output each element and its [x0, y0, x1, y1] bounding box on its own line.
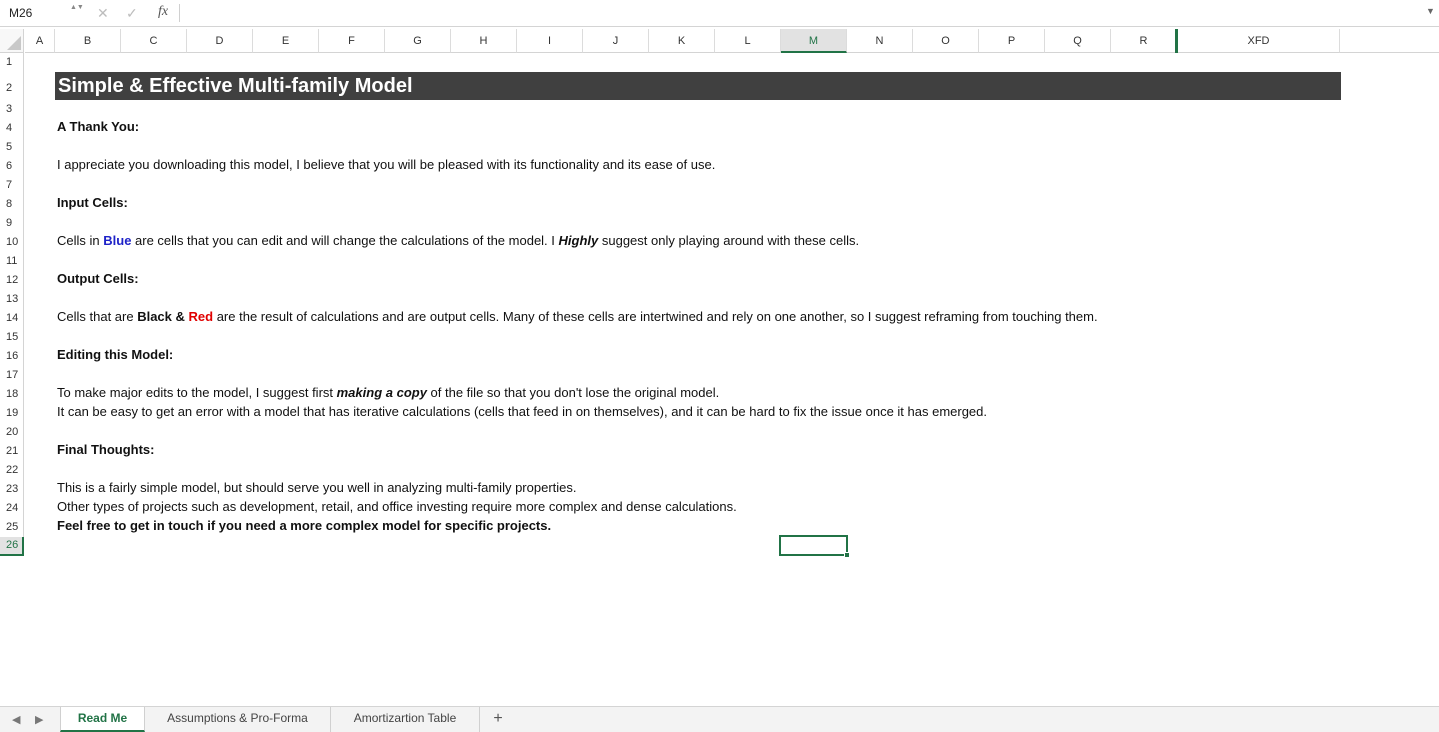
- row-header-21[interactable]: 21: [0, 442, 24, 461]
- row-header-13[interactable]: 13: [0, 290, 24, 309]
- row-header-14[interactable]: 14: [0, 309, 24, 328]
- row-header-17[interactable]: 17: [0, 366, 24, 385]
- thank-you-text[interactable]: I appreciate you downloading this model, I believe that you will be pleased with its functionality and its ease of use.: [57, 157, 716, 172]
- column-header-g[interactable]: G: [385, 29, 451, 53]
- row-header-12[interactable]: 12: [0, 271, 24, 290]
- sheet-title[interactable]: Simple & Effective Multi-family Model: [55, 72, 1341, 100]
- row-header-24[interactable]: 24: [0, 499, 24, 518]
- confirm-icon[interactable]: ✓: [126, 5, 138, 21]
- blue-keyword: Blue: [103, 233, 132, 248]
- insert-function-icon[interactable]: fx: [158, 4, 169, 19]
- row-header-8[interactable]: 8: [0, 195, 24, 214]
- input-cells-heading[interactable]: Input Cells:: [57, 195, 128, 210]
- black-keyword: Black: [137, 309, 172, 324]
- column-header: [0, 29, 1439, 53]
- column-header-xfd[interactable]: XFD: [1178, 29, 1340, 53]
- final-text-2[interactable]: Other types of projects such as development, retail, and office investing require more complex and dense calculations.: [57, 499, 737, 514]
- tab-amortization-table[interactable]: Amortizartion Table: [331, 707, 480, 732]
- row-header-5[interactable]: 5: [0, 138, 24, 157]
- row-header-26[interactable]: 26: [0, 537, 24, 556]
- row-header-2[interactable]: 2: [0, 72, 24, 100]
- row-header-16[interactable]: 16: [0, 347, 24, 366]
- editing-text-part: of the file so that you don't lose the original model.: [426, 385, 720, 400]
- row-header-22[interactable]: 22: [0, 461, 24, 480]
- fill-handle[interactable]: [844, 552, 850, 558]
- row-header-11[interactable]: 11: [0, 252, 24, 271]
- formula-bar-divider: [179, 4, 180, 22]
- input-text-part: Cells in: [57, 233, 104, 248]
- input-text-part: are cells that you can edit and will change the calculations of the model. I: [131, 233, 559, 248]
- column-header-j[interactable]: J: [583, 29, 649, 53]
- making-a-copy-keyword: making a copy: [336, 385, 427, 400]
- name-box[interactable]: M26: [9, 6, 33, 20]
- thank-you-heading[interactable]: A Thank You:: [57, 119, 140, 134]
- formula-bar: [0, 0, 1439, 27]
- formula-expand-icon[interactable]: ▼: [1426, 6, 1435, 16]
- final-text-1[interactable]: This is a fairly simple model, but should serve you well in analyzing multi-family properties.: [57, 480, 577, 495]
- add-sheet-button[interactable]: +: [493, 710, 503, 727]
- output-text-part: are the result of calculations and are output cells. Many of these cells are intertwined and rely on one another, so I suggest reframing from touching them.: [213, 309, 1098, 324]
- column-header-c[interactable]: C: [121, 29, 187, 53]
- row-header-15[interactable]: 15: [0, 328, 24, 347]
- ampersand-keyword: &: [171, 309, 189, 324]
- column-header-n[interactable]: N: [847, 29, 913, 53]
- select-all-icon: [7, 36, 21, 50]
- editing-text-2[interactable]: It can be easy to get an error with a model that has iterative calculations (cells that feed in on themselves), and it can be hard to fix the issue once it has emerged.: [57, 404, 988, 419]
- formula-input[interactable]: [186, 3, 1416, 23]
- column-header-i[interactable]: I: [517, 29, 583, 53]
- next-sheet-icon[interactable]: ▶: [35, 714, 44, 726]
- tab-assumptions-pro-forma[interactable]: Assumptions & Pro-Forma: [145, 707, 331, 732]
- final-text-3[interactable]: Feel free to get in touch if you need a more complex model for specific projects.: [57, 518, 552, 533]
- final-thoughts-heading[interactable]: Final Thoughts:: [57, 442, 155, 457]
- row-header-9[interactable]: 9: [0, 214, 24, 233]
- row-header-18[interactable]: 18: [0, 385, 24, 404]
- sheet-tab-bar: [0, 706, 1439, 732]
- cancel-icon[interactable]: ✕: [97, 5, 109, 21]
- row-header-1[interactable]: 1: [0, 53, 24, 72]
- editing-heading[interactable]: Editing this Model:: [57, 347, 174, 362]
- input-cells-text[interactable]: [57, 233, 859, 248]
- output-text-part: Cells that are: [57, 309, 138, 324]
- column-header-f[interactable]: F: [319, 29, 385, 53]
- column-header-d[interactable]: D: [187, 29, 253, 53]
- column-header-p[interactable]: P: [979, 29, 1045, 53]
- row-header-4[interactable]: 4: [0, 119, 24, 138]
- column-header-r[interactable]: R: [1111, 29, 1177, 53]
- column-header-h[interactable]: H: [451, 29, 517, 53]
- red-keyword: Red: [188, 309, 214, 324]
- editing-text-1[interactable]: [57, 385, 719, 400]
- column-header-k[interactable]: K: [649, 29, 715, 53]
- output-cells-text[interactable]: [57, 309, 1098, 324]
- row-header-19[interactable]: 19: [0, 404, 24, 423]
- input-text-part: suggest only playing around with these cells.: [598, 233, 860, 248]
- row-header-20[interactable]: 20: [0, 423, 24, 442]
- column-header-b[interactable]: B: [55, 29, 121, 53]
- column-header-e[interactable]: E: [253, 29, 319, 53]
- column-header-o[interactable]: O: [913, 29, 979, 53]
- row-header-6[interactable]: 6: [0, 157, 24, 176]
- column-header-q[interactable]: Q: [1045, 29, 1111, 53]
- row-header-10[interactable]: 10: [0, 233, 24, 252]
- row-header-3[interactable]: 3: [0, 100, 24, 119]
- tab-read-me[interactable]: Read Me: [60, 707, 145, 732]
- column-header-blank: [1340, 29, 1439, 53]
- column-header-m[interactable]: M: [781, 29, 847, 53]
- active-cell-m26[interactable]: [779, 535, 848, 556]
- highly-keyword: Highly: [558, 233, 599, 248]
- row-header-25[interactable]: 25: [0, 518, 24, 537]
- row-header-7[interactable]: 7: [0, 176, 24, 195]
- name-box-stepper-icon[interactable]: ▲▼: [70, 4, 84, 11]
- row-header-23[interactable]: 23: [0, 480, 24, 499]
- column-header-a[interactable]: A: [25, 29, 55, 53]
- editing-text-part: To make major edits to the model, I suggest first: [57, 385, 337, 400]
- column-header-l[interactable]: L: [715, 29, 781, 53]
- select-all-button[interactable]: [0, 29, 24, 53]
- previous-sheet-icon[interactable]: ◀: [12, 714, 21, 726]
- output-cells-heading[interactable]: Output Cells:: [57, 271, 139, 286]
